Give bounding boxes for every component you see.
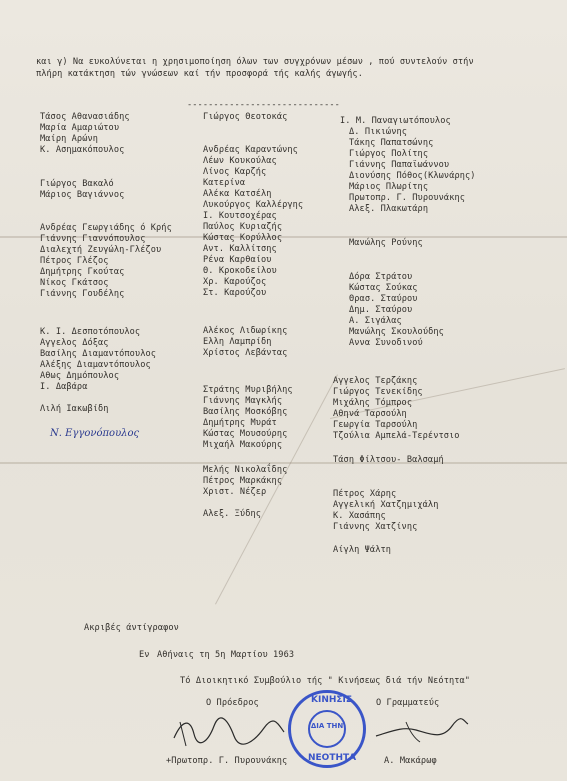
president-name: +Πρωτοπρ. Γ. Πυρουνάκης (166, 756, 288, 766)
signatory-name: Δόρα Στράτου (349, 272, 413, 282)
signatory-name: Γιάννης Γιαννόπουλος (40, 234, 146, 244)
signatory-name: Γιάννης Μαγκλής (203, 396, 283, 406)
fold-line-middle (0, 462, 567, 464)
signatory-name: Αλέκος Λιδωρίκης (203, 326, 288, 336)
handwritten-signature-name: Ν. Εγγονόπουλος (50, 428, 140, 439)
signatory-name: Ι. Μ. Παναγιωτόπουλος (340, 116, 451, 126)
signatory-name: Τάσος Αθανασιάδης (40, 112, 130, 122)
signatory-name: Χρίστος Λεβάντας (203, 348, 288, 358)
signatory-name: Κώστας Σούκας (349, 283, 418, 293)
signatory-name: Τάση Φίλτσου- Βαλσαμή (333, 455, 444, 465)
signatory-name: Γιώργος Τενεκίδης (333, 387, 423, 397)
stamp-center-text: ΔΙΑ ΤΗΝ (310, 722, 344, 730)
signatory-name: Στράτης Μυριβήλης (203, 385, 293, 395)
signatory-name: Γιάννης Χατζίνης (333, 522, 418, 532)
signatory-name: Αννα Συνοδινού (349, 338, 423, 348)
president-role: Ο Πρόεδρος (206, 698, 259, 708)
signatory-name: Μιχαήλ Μακούρης (203, 440, 283, 450)
signatory-name: Μαίρη Αρώνη (40, 134, 99, 144)
signatory-name: Αθως Δημόπουλος (40, 371, 120, 381)
secretary-role: Ο Γραμματεύς (376, 698, 440, 708)
stamp-bottom-text: ΝΕΟΤΗΤΑ (308, 753, 357, 763)
signatory-name: Αθηνά Ταρσούλη (333, 409, 407, 419)
signatory-name: Κατερίνα (203, 178, 246, 188)
signatory-name: Ρένα Καρθαίου (203, 255, 272, 265)
signatory-name: Μάριος Βαγιάννος (40, 190, 125, 200)
signatory-name: Διαλεχτή Ζευγώλη-Γλέζου (40, 245, 162, 255)
date-prefix: Εν (139, 650, 150, 660)
signatory-name: Μιχάλης Τόμπρος (333, 398, 413, 408)
signatory-name: Θ. Κροκοδείλου (203, 266, 277, 276)
signatory-name: Γιώργος Θεοτοκάς (203, 112, 288, 122)
signatory-name: Πέτρος Χάρης (333, 489, 397, 499)
signatory-name: Στ. Καρούζου (203, 288, 267, 298)
signatory-name: Γιώργος Βακαλό (40, 179, 114, 189)
signatory-name: Αίγλη Ψάλτη (333, 545, 392, 555)
signatory-name: Πρωτοπρ. Γ. Πυρουνάκης (349, 193, 466, 203)
intro-line-2: πλήρη κατάκτηση τών γνώσεων καί τήν προσφορά τής καλής άγωγής. (36, 69, 363, 79)
signatory-name: Δημήτρης Μυράτ (203, 418, 277, 428)
signatory-name: Ανδρέας Γεωργιάδης ό Κρής (40, 223, 172, 233)
signatory-name: Πέτρος Γλέζος (40, 256, 109, 266)
signatory-name: Κώστας Κορύλλος (203, 233, 283, 243)
signatory-name: Κ. Ασημακόπουλος (40, 145, 125, 155)
signatory-name: Βασίλης Διαμαντόπουλος (40, 349, 157, 359)
signatory-name: Δημ. Σταύρου (349, 305, 413, 315)
signatory-name: Χριστ. Νέζερ (203, 487, 267, 497)
signatory-name: Αλεξ. Πλακωτάρη (349, 204, 429, 214)
signatory-name: Αλεξ. Ξύδης (203, 509, 262, 519)
signatory-name: Μανώλης Σκουλούδης (349, 327, 444, 337)
signatory-name: Χρ. Καρούζος (203, 277, 267, 287)
signatory-name: Γιάννης Παπαϊωάννου (349, 160, 450, 170)
signatory-name: Ι. Δαβάρα (40, 382, 88, 392)
organization-stamp (288, 690, 366, 768)
signatory-name: Ι. Κουτσοχέρας (203, 211, 277, 221)
signatory-name: Παύλος Κυριαζής (203, 222, 283, 232)
signatory-name: Α. Σιγάλας (349, 316, 402, 326)
signatory-name: Μελής Νικολαΐδης (203, 465, 288, 475)
signatory-name: Διονύσης Πόθος(Κλωνάρης) (349, 171, 476, 181)
signatory-name: Ελλη Λαμπρίδη (203, 337, 272, 347)
secretary-signature (372, 712, 472, 752)
signatory-name: Δ. Πικιώνης (349, 127, 408, 137)
signatory-name: Δημήτρης Γκούτας (40, 267, 125, 277)
separator-line: ----------------------------- (187, 100, 340, 110)
secretary-name: Α. Μακάρωφ (384, 756, 437, 766)
signatory-name: Τάκης Παπατσώνης (349, 138, 434, 148)
signatory-name: Μάριος Πλωρίτης (349, 182, 429, 192)
signatory-name: Αλέξης Διαμαντόπουλος (40, 360, 151, 370)
document-date: Αθήναις τη 5η Μαρτίου 1963 (157, 650, 295, 660)
signatory-name: Γιώργος Πολίτης (349, 149, 429, 159)
signatory-name: Κ. Ι. Δεσποτόπουλος (40, 327, 141, 337)
signatory-name: Λυκούργος Καλλέργης (203, 200, 304, 210)
president-signature (168, 712, 288, 752)
signatory-name: Τζούλια Αμπελά-Τερέντσιο (333, 431, 460, 441)
signatory-name: Κώστας Μουσούρης (203, 429, 288, 439)
signatory-name: Μαρία Αμαριώτου (40, 123, 120, 133)
signatory-name: Αγγελος Δόξας (40, 338, 109, 348)
signatory-name: Αγγελος Τερζάκης (333, 376, 418, 386)
signatory-name: Μανώλης Ρούνης (349, 238, 423, 248)
signatory-name: Ανδρέας Καραντώνης (203, 145, 298, 155)
signatory-name: Αντ. Καλλίτσης (203, 244, 277, 254)
stamp-top-text: ΚΙΝΗΣΙΣ (311, 695, 353, 705)
signatory-name: Λιλή Ιακωβίδη (40, 404, 109, 414)
board-line: Τό Διοικητικό Συμβούλιο τής " Κινήσεως διά τήν Νεότητα" (180, 676, 471, 686)
accurate-copy-label: Ακριβές άντίγραφον (84, 623, 179, 633)
signatory-name: Λίνος Καρζής (203, 167, 267, 177)
signatory-name: Κ. Χασάπης (333, 511, 386, 521)
signatory-name: Θρασ. Σταύρου (349, 294, 418, 304)
signatory-name: Βασίλης Μοσκόβης (203, 407, 288, 417)
signatory-name: Αλέκα Κατσέλη (203, 189, 272, 199)
signatory-name: Αγγελική Χατζημιχάλη (333, 500, 439, 510)
signatory-name: Λέων Κουκούλας (203, 156, 277, 166)
signatory-name: Γεωργία Ταρσούλη (333, 420, 418, 430)
signatory-name: Γιάννης Γουδέλης (40, 289, 125, 299)
signatory-name: Νίκος Γκάτσος (40, 278, 109, 288)
intro-line-1: και γ) Να ευκολύνεται η χρησιμοποίηση όλων των συγχρόνων μέσων , πού συντελούν στήν (36, 57, 474, 67)
signatory-name: Πέτρος Μαρκάκης (203, 476, 283, 486)
